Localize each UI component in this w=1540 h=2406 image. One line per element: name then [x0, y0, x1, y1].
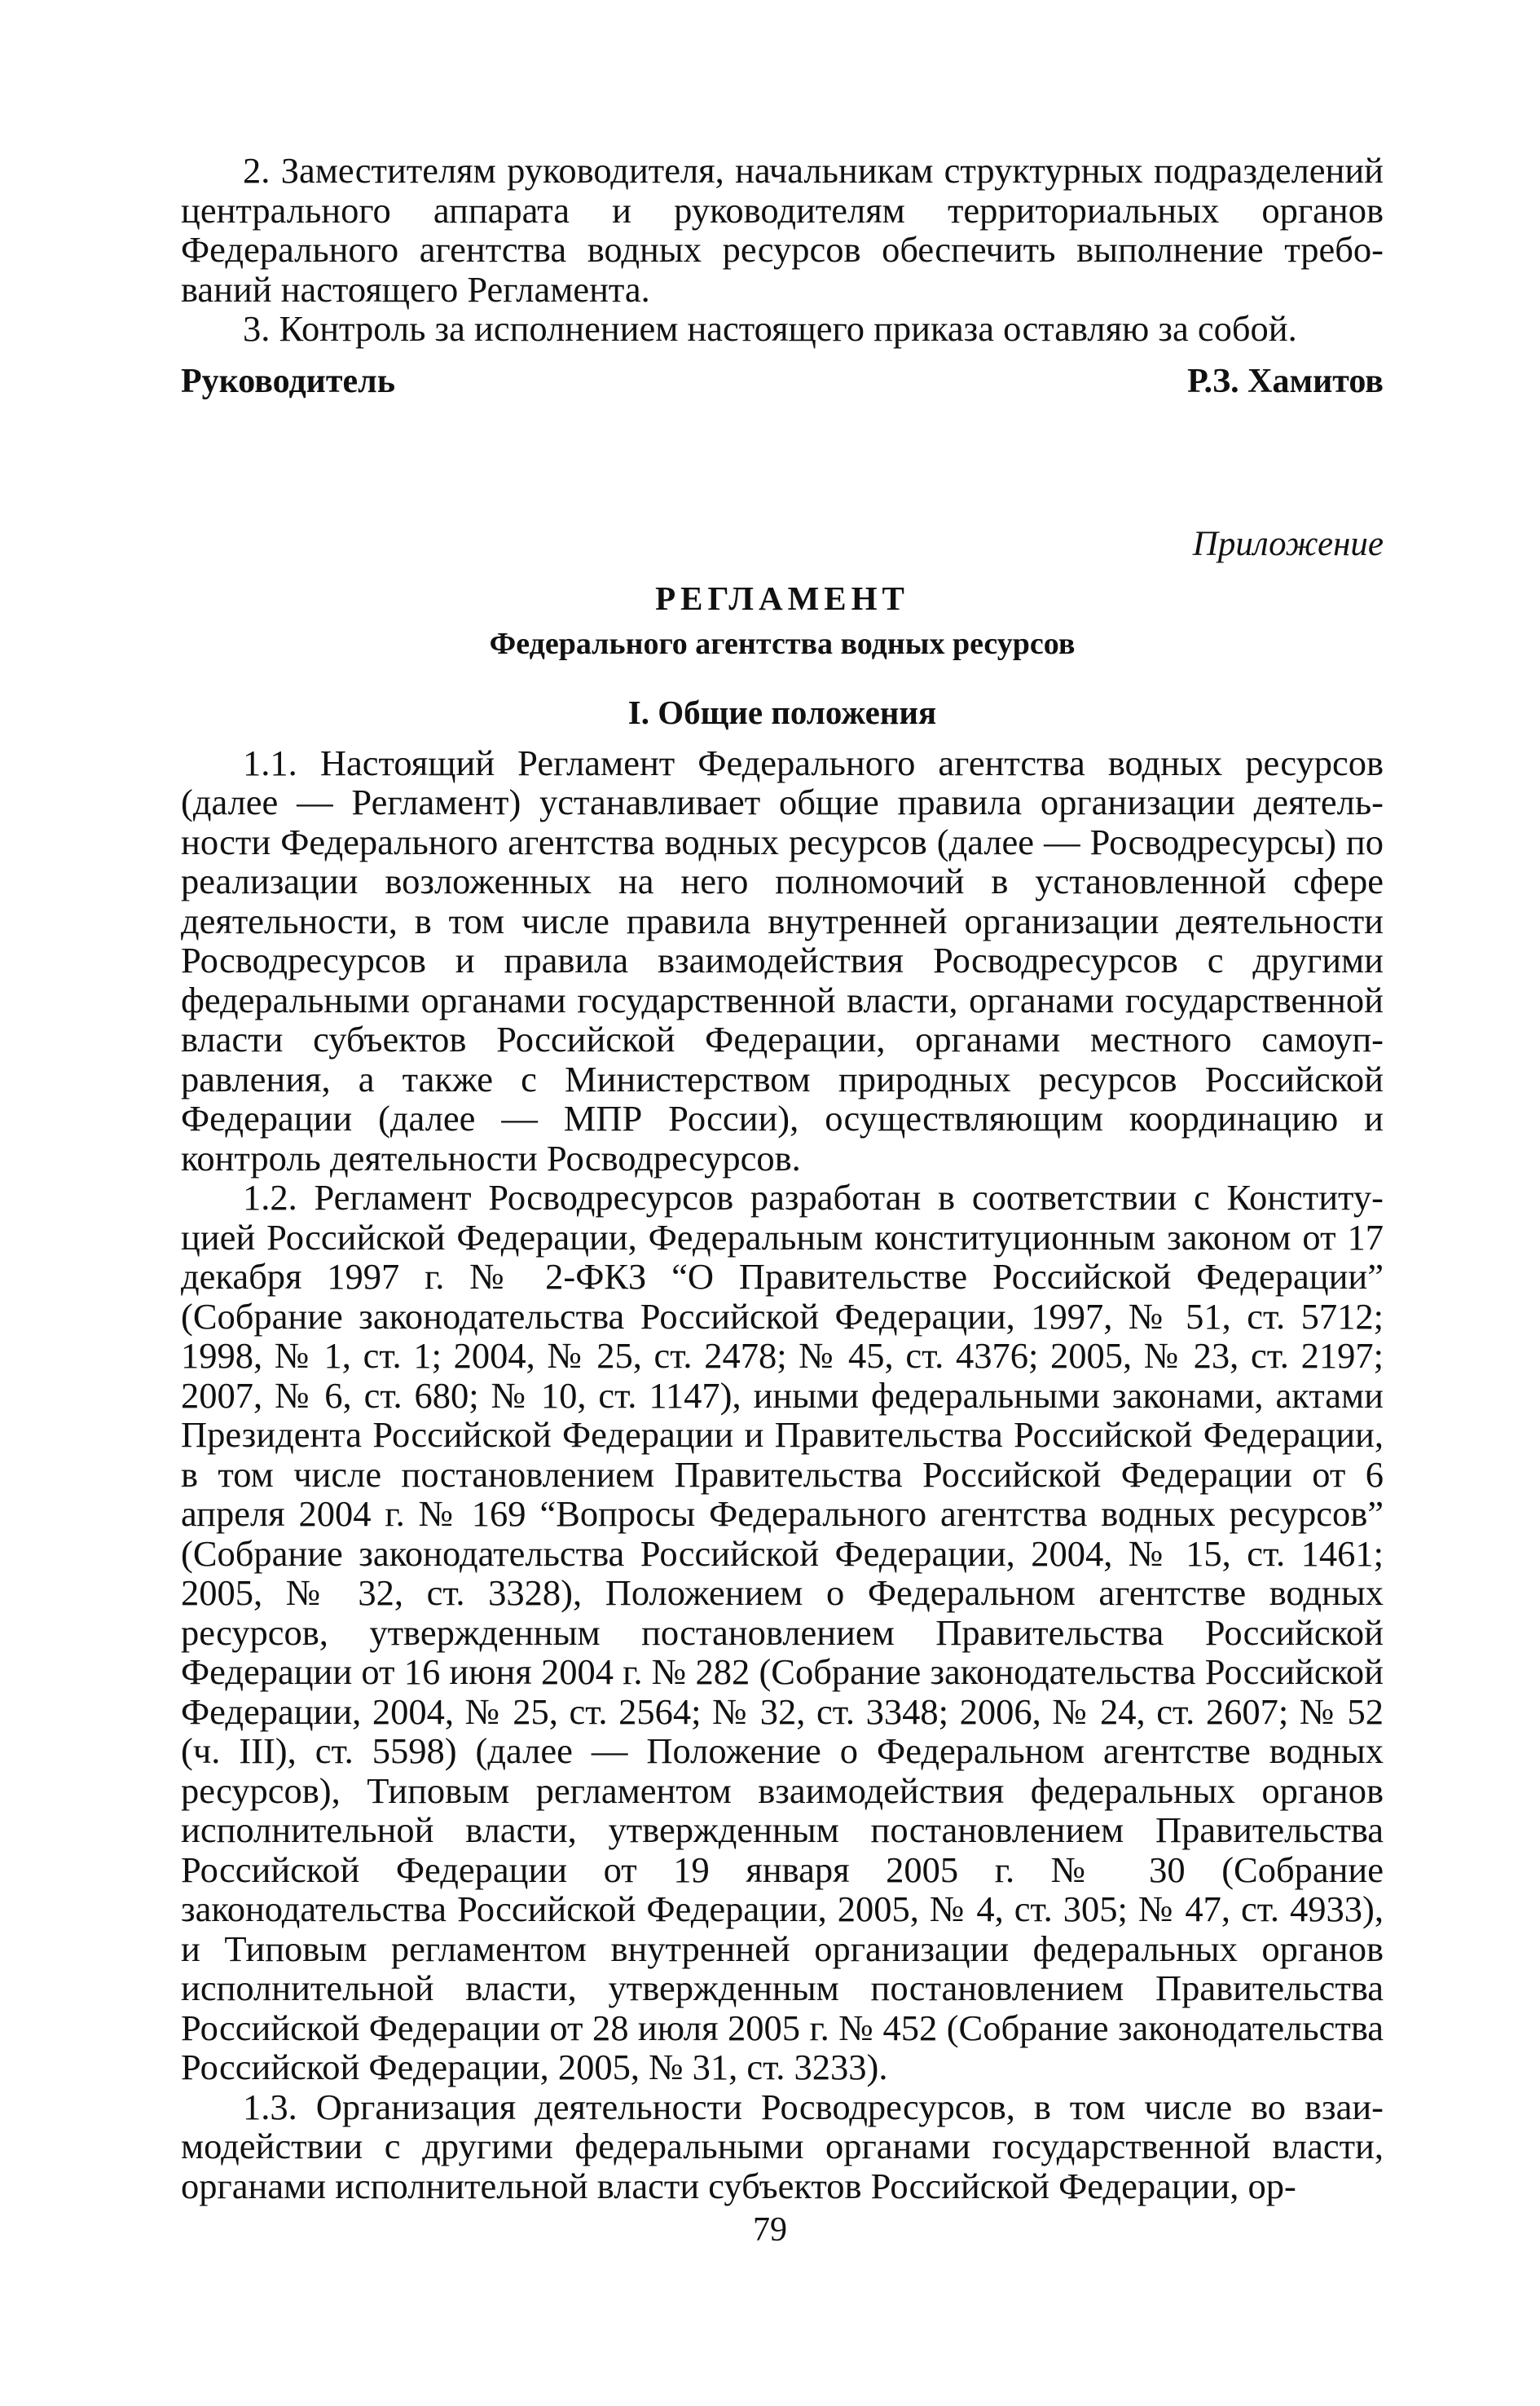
paragraph-1-1: 1.1. Настоящий Регламент Федерального агентства водных ресурсов (далее — Регламент) устанавливает общие правила организации деятельности Федерального агентства водных ресурсов (далее — Росводресурсы) по реализации возложенных на него полномочий в установленной сфере деятельности, в том числе правила внутренней организации деятельности Росводресурсов и правила взаимодействия Росводресурсов с другими федеральными органами государственной власти, органами государственной власти субъектов Российской Федерации, органами местного самоуправления, а также с Министерством природных ресурсов Российской Федерации (далее — МПР России), осуществляющим координацию и контроль деятельности Росводресурсов.	[181, 742, 1384, 1179]
paragraph-3: 3. Контроль за исполнением настоящего приказа оставляю за собой.	[243, 308, 1297, 349]
paragraph-2: 2. Заместителям руководителя, начальникам структурных подразделений центрального аппарата и руководителям территориальных органов Федерального агентства водных ресурсов обеспечить выполнение требований настоящего Регламента.	[181, 150, 1384, 310]
appendix-label: Приложение	[1192, 524, 1384, 563]
document-title: РЕГЛАМЕНТ	[655, 579, 909, 617]
paragraph-1-2: 1.2. Регламент Росводресурсов разработан в соответствии с Конституцией Российской Федерации, Федеральным конституционным законом от 17 декабря 1997 г. № 2-ФКЗ “О Правительстве Российской Федерации” (Собрание законодательства Российской Федерации, 1997, № 51, ст. 5712; 1998, № 1, ст. 1; 2004, № 25, ст. 2478; № 45, ст. 4376; 2005, № 23, ст. 2197; 2007, № 6, ст. 680; № 10, ст. 1147), иными федеральными законами, актами Президента Российской Федерации и Правительства Российской Федерации, в том числе постановлением Правительства Российской Федерации от 6 апреля 2004 г. № 169 “Вопросы Федерального агентства водных ресурсов” (Собрание законодательства Российской Федерации, 2004, № 15, ст. 1461; 2005, № 32, ст. 3328), Положением о Федеральном агентстве водных ресурсов, утвержденным постановлением Правительства Российской Федерации от 16 июня 2004 г. № 282 (Собрание законодательства Российской Федерации, 2004, № 25, ст. 2564; № 32, ст. 3348; 2006, № 24, ст. 2607; № 52 (ч. III), ст. 5598) (далее — Положение о Федеральном агентстве водных ресурсов), Типовым регламентом взаимодействия федеральных органов исполнительной власти, утвержденным постановлением Правительства Российской Федерации от 19 января 2005 г. № 30 (Собрание законодательства Российской Федерации, 2005, № 4, ст. 305; № 47, ст. 4933), и Типовым регламентом внутренней организации федеральных органов исполнительной власти, утвержденным постановлением Правительства Российской Федерации от 28 июля 2005 г. № 452 (Собрание законодательства Российской Федерации, 2005, № 31, ст. 3233).	[181, 1177, 1384, 2087]
section-title: I. Общие положения	[627, 693, 937, 731]
signature-role: Руководитель	[181, 362, 395, 400]
paragraph-1-3: 1.3. Организация деятельности Росводресурсов, в том числе во взаимодействии с другими федеральными органами государственной власти, органами исполнительной власти субъектов Российской Федерации, ор-	[181, 2086, 1384, 2206]
signature-name: Р.З. Хамитов	[1187, 362, 1384, 400]
document-page	[181, 151, 1384, 2206]
signature-block	[181, 362, 1384, 401]
document-subtitle: Федерального агентства водных ресурсов	[489, 626, 1076, 661]
page-number: 79	[753, 2211, 787, 2249]
